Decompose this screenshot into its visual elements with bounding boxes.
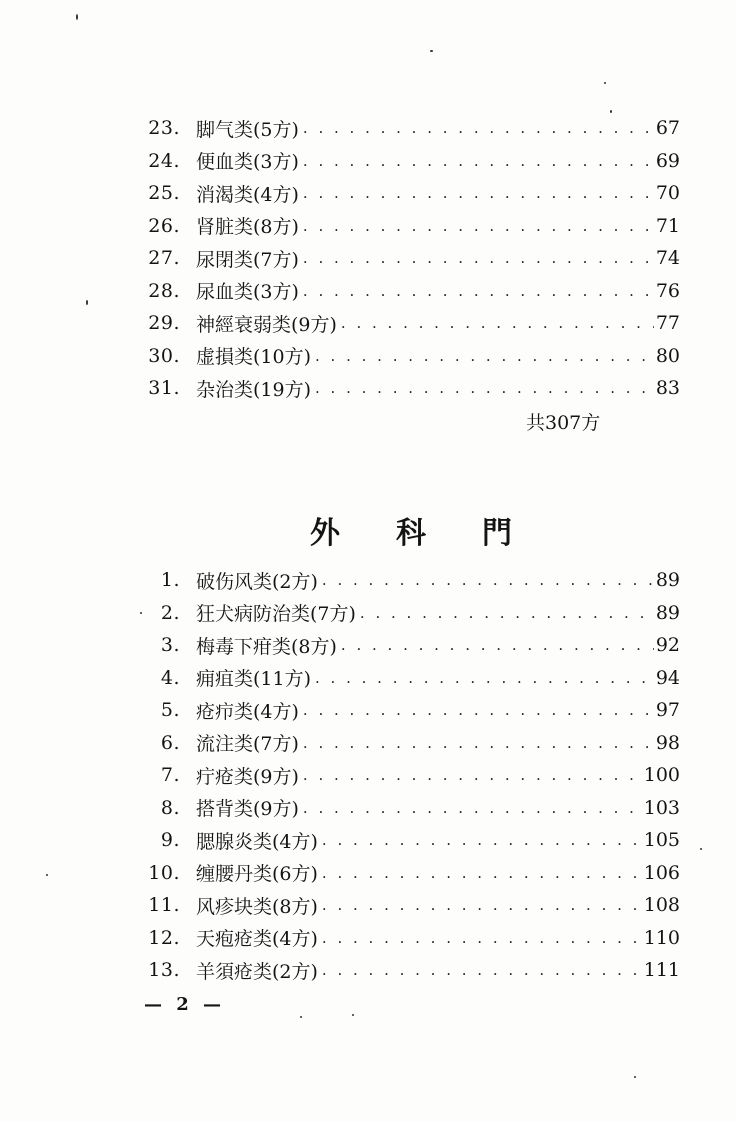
scan-speck	[610, 110, 612, 113]
toc-entry	[0, 922, 736, 955]
entry-page: 80	[655, 344, 680, 367]
entry-title: 疮疖类(4方)	[196, 700, 299, 723]
entry-number: 10.	[148, 861, 180, 884]
entry-title: 脚气类(5方)	[196, 118, 299, 141]
entry-title: 消渴类(4方)	[196, 183, 299, 206]
entry-page: 92	[655, 634, 680, 657]
dot-leader	[315, 379, 654, 397]
entry-page: 97	[655, 699, 680, 722]
entry-page: 100	[643, 764, 680, 787]
toc-entry	[0, 340, 736, 373]
entry-title: 搭背类(9方)	[196, 798, 299, 821]
entry-number: 3.	[160, 634, 180, 657]
entry-number: 8.	[160, 796, 180, 819]
dot-leader	[360, 604, 654, 622]
toc-entry	[0, 242, 736, 275]
entry-title: 风疹块类(8方)	[196, 895, 318, 918]
dot-leader	[303, 184, 654, 202]
dot-leader	[303, 701, 654, 719]
toc-entry	[0, 597, 736, 630]
entry-title: 缠腰丹类(6方)	[196, 863, 318, 886]
entry-page: 76	[655, 279, 680, 302]
toc-entry	[0, 954, 736, 987]
entry-page: 71	[655, 214, 680, 237]
toc-entry	[0, 857, 736, 890]
section-total: 共307方	[526, 412, 601, 434]
entry-title: 尿血类(3方)	[196, 281, 299, 304]
entry-number: 7.	[160, 764, 180, 787]
dot-leader	[322, 961, 642, 979]
scan-speck	[140, 612, 142, 614]
dot-leader	[322, 929, 642, 947]
entry-title: 神經衰弱类(9方)	[196, 313, 337, 336]
scan-speck	[76, 14, 78, 20]
scan-speck	[634, 1076, 636, 1078]
entry-title: 虚損类(10方)	[196, 346, 312, 369]
entry-number: 12.	[148, 926, 180, 949]
dot-leader	[315, 347, 654, 365]
dot-leader	[315, 669, 654, 687]
toc-list-surgery	[0, 564, 736, 987]
entry-number: 28.	[148, 279, 180, 302]
entry-title: 流注类(7方)	[196, 733, 299, 756]
scan-speck	[430, 50, 433, 52]
dot-leader	[341, 636, 654, 654]
toc-entry	[0, 372, 736, 405]
entry-number: 4.	[160, 666, 180, 689]
dot-leader	[322, 831, 642, 849]
entry-title: 天疱疮类(4方)	[196, 928, 318, 951]
toc-entry	[0, 210, 736, 243]
entry-number: 30.	[148, 344, 180, 367]
scan-speck	[46, 874, 48, 876]
entry-page: 103	[643, 796, 680, 819]
entry-page: 94	[655, 666, 680, 689]
entry-number: 23.	[148, 117, 180, 140]
entry-title: 痈疽类(11方)	[196, 668, 312, 691]
entry-page: 105	[643, 829, 680, 852]
toc-entry	[0, 177, 736, 210]
dot-leader	[341, 314, 654, 332]
entry-number: 27.	[148, 247, 180, 270]
entry-page: 69	[655, 149, 680, 172]
entry-page: 83	[655, 377, 680, 400]
entry-number: 11.	[148, 894, 180, 917]
entry-page: 111	[643, 959, 680, 982]
entry-page: 74	[655, 247, 680, 270]
toc-entry	[0, 112, 736, 145]
dot-leader	[303, 766, 642, 784]
toc-entry	[0, 727, 736, 760]
entry-title: 疔疮类(9方)	[196, 765, 299, 788]
entry-title: 便血类(3方)	[196, 151, 299, 174]
entry-number: 31.	[148, 377, 180, 400]
entry-number: 5.	[160, 699, 180, 722]
entry-title: 肾脏类(8方)	[196, 216, 299, 239]
entry-number: 1.	[160, 569, 180, 592]
entry-title: 狂犬病防治类(7方)	[196, 603, 356, 626]
entry-page: 110	[643, 926, 680, 949]
scan-speck	[86, 300, 88, 305]
entry-number: 9.	[160, 829, 180, 852]
entry-page: 98	[655, 731, 680, 754]
entry-page: 77	[655, 312, 680, 335]
toc-entry	[0, 824, 736, 857]
toc-list-internal	[0, 112, 736, 405]
entry-number: 24.	[148, 149, 180, 172]
entry-title: 破伤风类(2方)	[196, 570, 318, 593]
toc-entry	[0, 275, 736, 308]
toc-entry	[0, 694, 736, 727]
dot-leader	[322, 864, 642, 882]
entry-page: 108	[643, 894, 680, 917]
toc-entry	[0, 145, 736, 178]
dot-leader	[303, 119, 654, 137]
dot-leader	[303, 282, 654, 300]
entry-number: 13.	[148, 959, 180, 982]
entry-title: 梅毒下疳类(8方)	[196, 635, 337, 658]
entry-title: 杂治类(19方)	[196, 378, 312, 401]
toc-entry	[0, 564, 736, 597]
dot-leader	[303, 249, 654, 267]
entry-number: 26.	[148, 214, 180, 237]
dot-leader	[322, 896, 642, 914]
dot-leader	[303, 217, 654, 235]
entry-number: 25.	[148, 182, 180, 205]
entry-number: 29.	[148, 312, 180, 335]
scan-speck	[700, 848, 702, 850]
entry-page: 67	[655, 117, 680, 140]
scan-speck	[300, 1016, 302, 1018]
scan-speck	[604, 82, 606, 84]
toc-entry	[0, 629, 736, 662]
dot-leader	[303, 152, 654, 170]
toc-entry	[0, 662, 736, 695]
entry-title: 尿閉类(7方)	[196, 248, 299, 271]
entry-page: 89	[655, 601, 680, 624]
section-heading: 外科門	[310, 516, 568, 551]
entry-title: 羊須疮类(2方)	[196, 960, 318, 983]
scan-speck	[352, 1014, 354, 1016]
entry-page: 89	[655, 569, 680, 592]
page-number: — 2 —	[144, 994, 226, 1015]
entry-number: 6.	[160, 731, 180, 754]
toc-entry	[0, 307, 736, 340]
toc-entry	[0, 889, 736, 922]
entry-page: 106	[643, 861, 680, 884]
entry-title: 腮腺炎类(4方)	[196, 830, 318, 853]
dot-leader	[303, 734, 654, 752]
entry-page: 70	[655, 182, 680, 205]
dot-leader	[322, 571, 654, 589]
toc-entry	[0, 792, 736, 825]
entry-number: 2.	[160, 601, 180, 624]
toc-entry	[0, 759, 736, 792]
dot-leader	[303, 799, 642, 817]
